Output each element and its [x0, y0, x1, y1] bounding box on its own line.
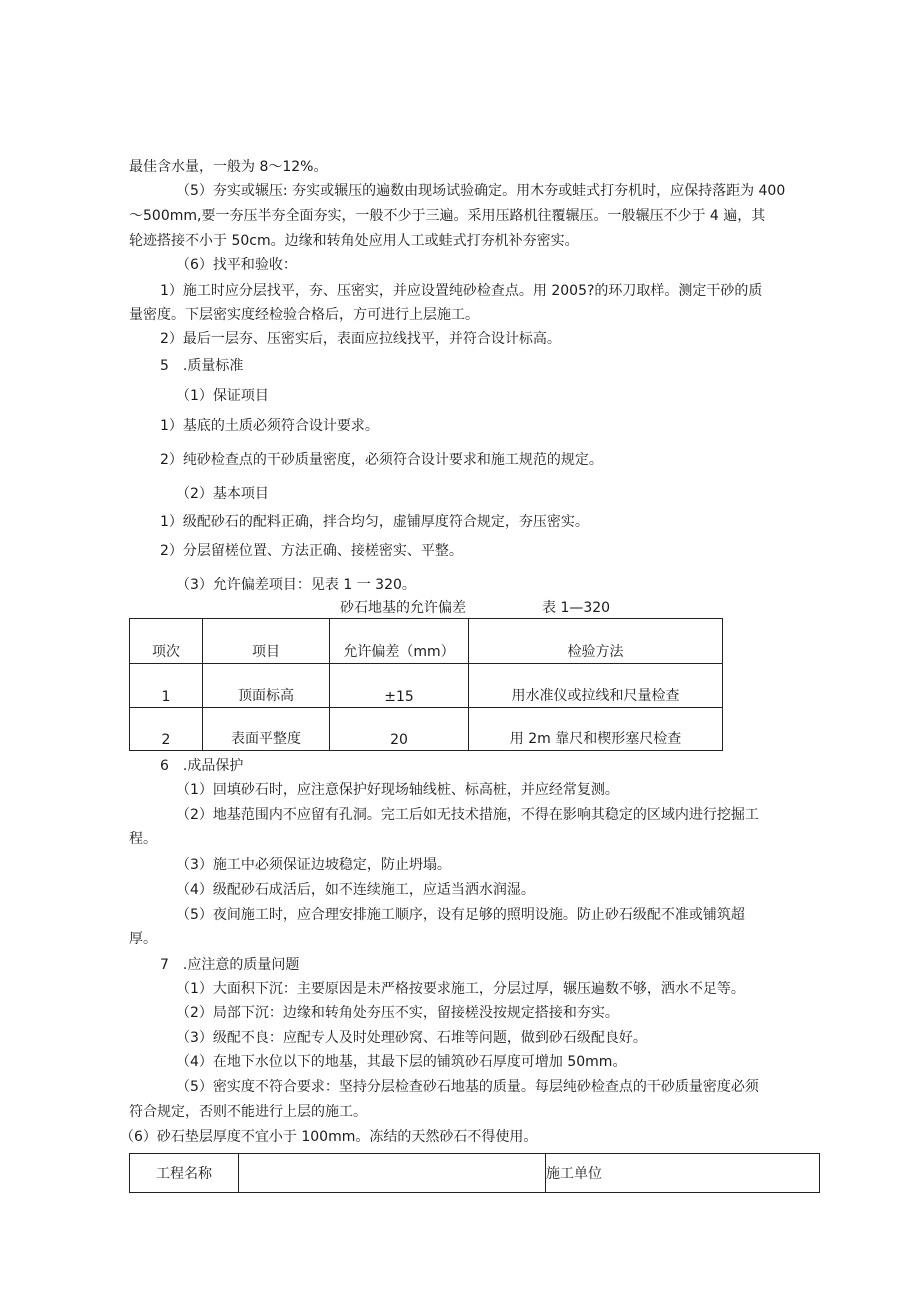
section-heading: 5 .质量标准	[160, 358, 244, 374]
text-line: （6）找平和验收：	[176, 257, 297, 273]
text-line: （3）允许偏差项目：见表 1 一 320。	[176, 577, 416, 593]
text-line: ～500mm,要一夯压半夯全面夯实，一般不少于三遍。采用压路机往覆辗压。一般辗压不少于 4 遍，其	[129, 208, 766, 224]
text-line: （2）地基范围内不应留有孔洞。完工后如无技术措施，不得在影响其稳定的区域内进行挖掘工	[176, 807, 759, 823]
project-name-label: 工程名称	[130, 1154, 239, 1193]
signature-table	[129, 1153, 820, 1193]
text-line: 最佳含水量，一般为 8～12%。	[129, 159, 328, 175]
text-line: （2）局部下沉：边缘和转角处夯压不实，留接槎没按规定搭接和夯实。	[176, 1005, 619, 1021]
text-line: （1）保证项目	[176, 388, 269, 404]
construction-unit-label: 施工单位	[546, 1154, 820, 1193]
table-header-row	[130, 619, 723, 664]
text-line: （5）夯实或辗压: 夯实或辗压的遍数由现场试验确定。用木夯或蛙式打夯机时，应保持落距为 400	[176, 183, 786, 199]
table-cell: 顶面标高	[203, 664, 330, 708]
table-cell: 用 2m 靠尺和楔形塞尺检查	[469, 708, 723, 751]
text-line: 符合规定，否则不能进行上层的施工。	[129, 1104, 367, 1120]
text-line: （5）夜间施工时，应合理安排施工顺序，设有足够的照明设施。防止砂石级配不准或铺筑超	[176, 907, 745, 923]
table-caption: 砂石地基的允许偏差	[340, 600, 466, 616]
table-cell: 用水准仪或拉线和尺量检查	[469, 664, 723, 708]
text-line: （1）回填砂石时，应注意保护好现场轴线桩、标高桩，并应经常复测。	[176, 782, 619, 798]
text-line: 1）级配砂石的配料正确，拌合均匀，虚铺厚度符合规定，夯压密实。	[160, 514, 589, 530]
text-line: 程。	[129, 831, 157, 847]
table-header: 项目	[203, 619, 330, 664]
text-line: （3）级配不良：应配专人及时处理砂窝、石堆等问题，做到砂石级配良好。	[176, 1030, 647, 1046]
text-line: （5）密实度不符合要求：坚持分层检查砂石地基的质量。每层纯砂检查点的干砂质量密度必须	[176, 1079, 759, 1095]
section-heading: 6 .成品保护	[160, 758, 244, 774]
text-line: 量密度。下层密实度经检验合格后，方可进行上层施工。	[129, 307, 479, 323]
table-cell: 1	[130, 664, 203, 708]
table-cell: 20	[330, 708, 469, 751]
text-line: （4）级配砂石成活后，如不连续施工，应适当洒水润湿。	[176, 882, 535, 898]
table-row	[130, 664, 723, 708]
table-cell: 2	[130, 708, 203, 751]
table-cell: 表面平整度	[203, 708, 330, 751]
project-name-value	[239, 1154, 546, 1193]
table-header: 检验方法	[469, 619, 723, 664]
text-line: 轮迹搭接不小于 50cm。边缘和转角处应用人工或蛙式打夯机补夯密实。	[129, 233, 579, 249]
table-header: 项次	[130, 619, 203, 664]
text-line: （3）施工中必须保证边坡稳定，防止坍塌。	[176, 857, 451, 873]
section-heading: 7 .应注意的质量问题	[160, 957, 300, 973]
text-line: 厚。	[129, 931, 157, 947]
table-header: 允许偏差（mm）	[330, 619, 469, 664]
table-cell: ±15	[330, 664, 469, 708]
text-line: （1）大面积下沉：主要原因是未严格按要求施工，分层过厚，辗压遍数不够，洒水不足等。	[176, 981, 745, 997]
table-number: 表 1—320	[542, 600, 611, 616]
text-line: 1）基底的土质必须符合设计要求。	[160, 418, 379, 434]
text-line: 1）施工时应分层找平，夯、压密实，并应设置纯砂检查点。用 2005?的环刀取样。测定干砂的质	[160, 283, 763, 299]
deviation-table	[129, 618, 723, 751]
text-line: 2）纯砂检查点的干砂质量密度，必须符合设计要求和施工规范的规定。	[160, 452, 603, 468]
text-line: （2）基本项目	[176, 486, 269, 502]
text-line: （6）砂石垫层厚度不宜小于 100mm。冻结的天然砂石不得使用。	[120, 1129, 538, 1145]
text-line: 2）最后一层夯、压密实后，表面应拉线找平，并符合设计标高。	[160, 331, 561, 347]
text-line: （4）在地下水位以下的地基，其最下层的铺筑砂石厚度可增加 50mm。	[176, 1054, 627, 1070]
table-row	[130, 708, 723, 751]
text-line: 2）分层留槎位置、方法正确、接槎密实、平整。	[160, 543, 463, 559]
